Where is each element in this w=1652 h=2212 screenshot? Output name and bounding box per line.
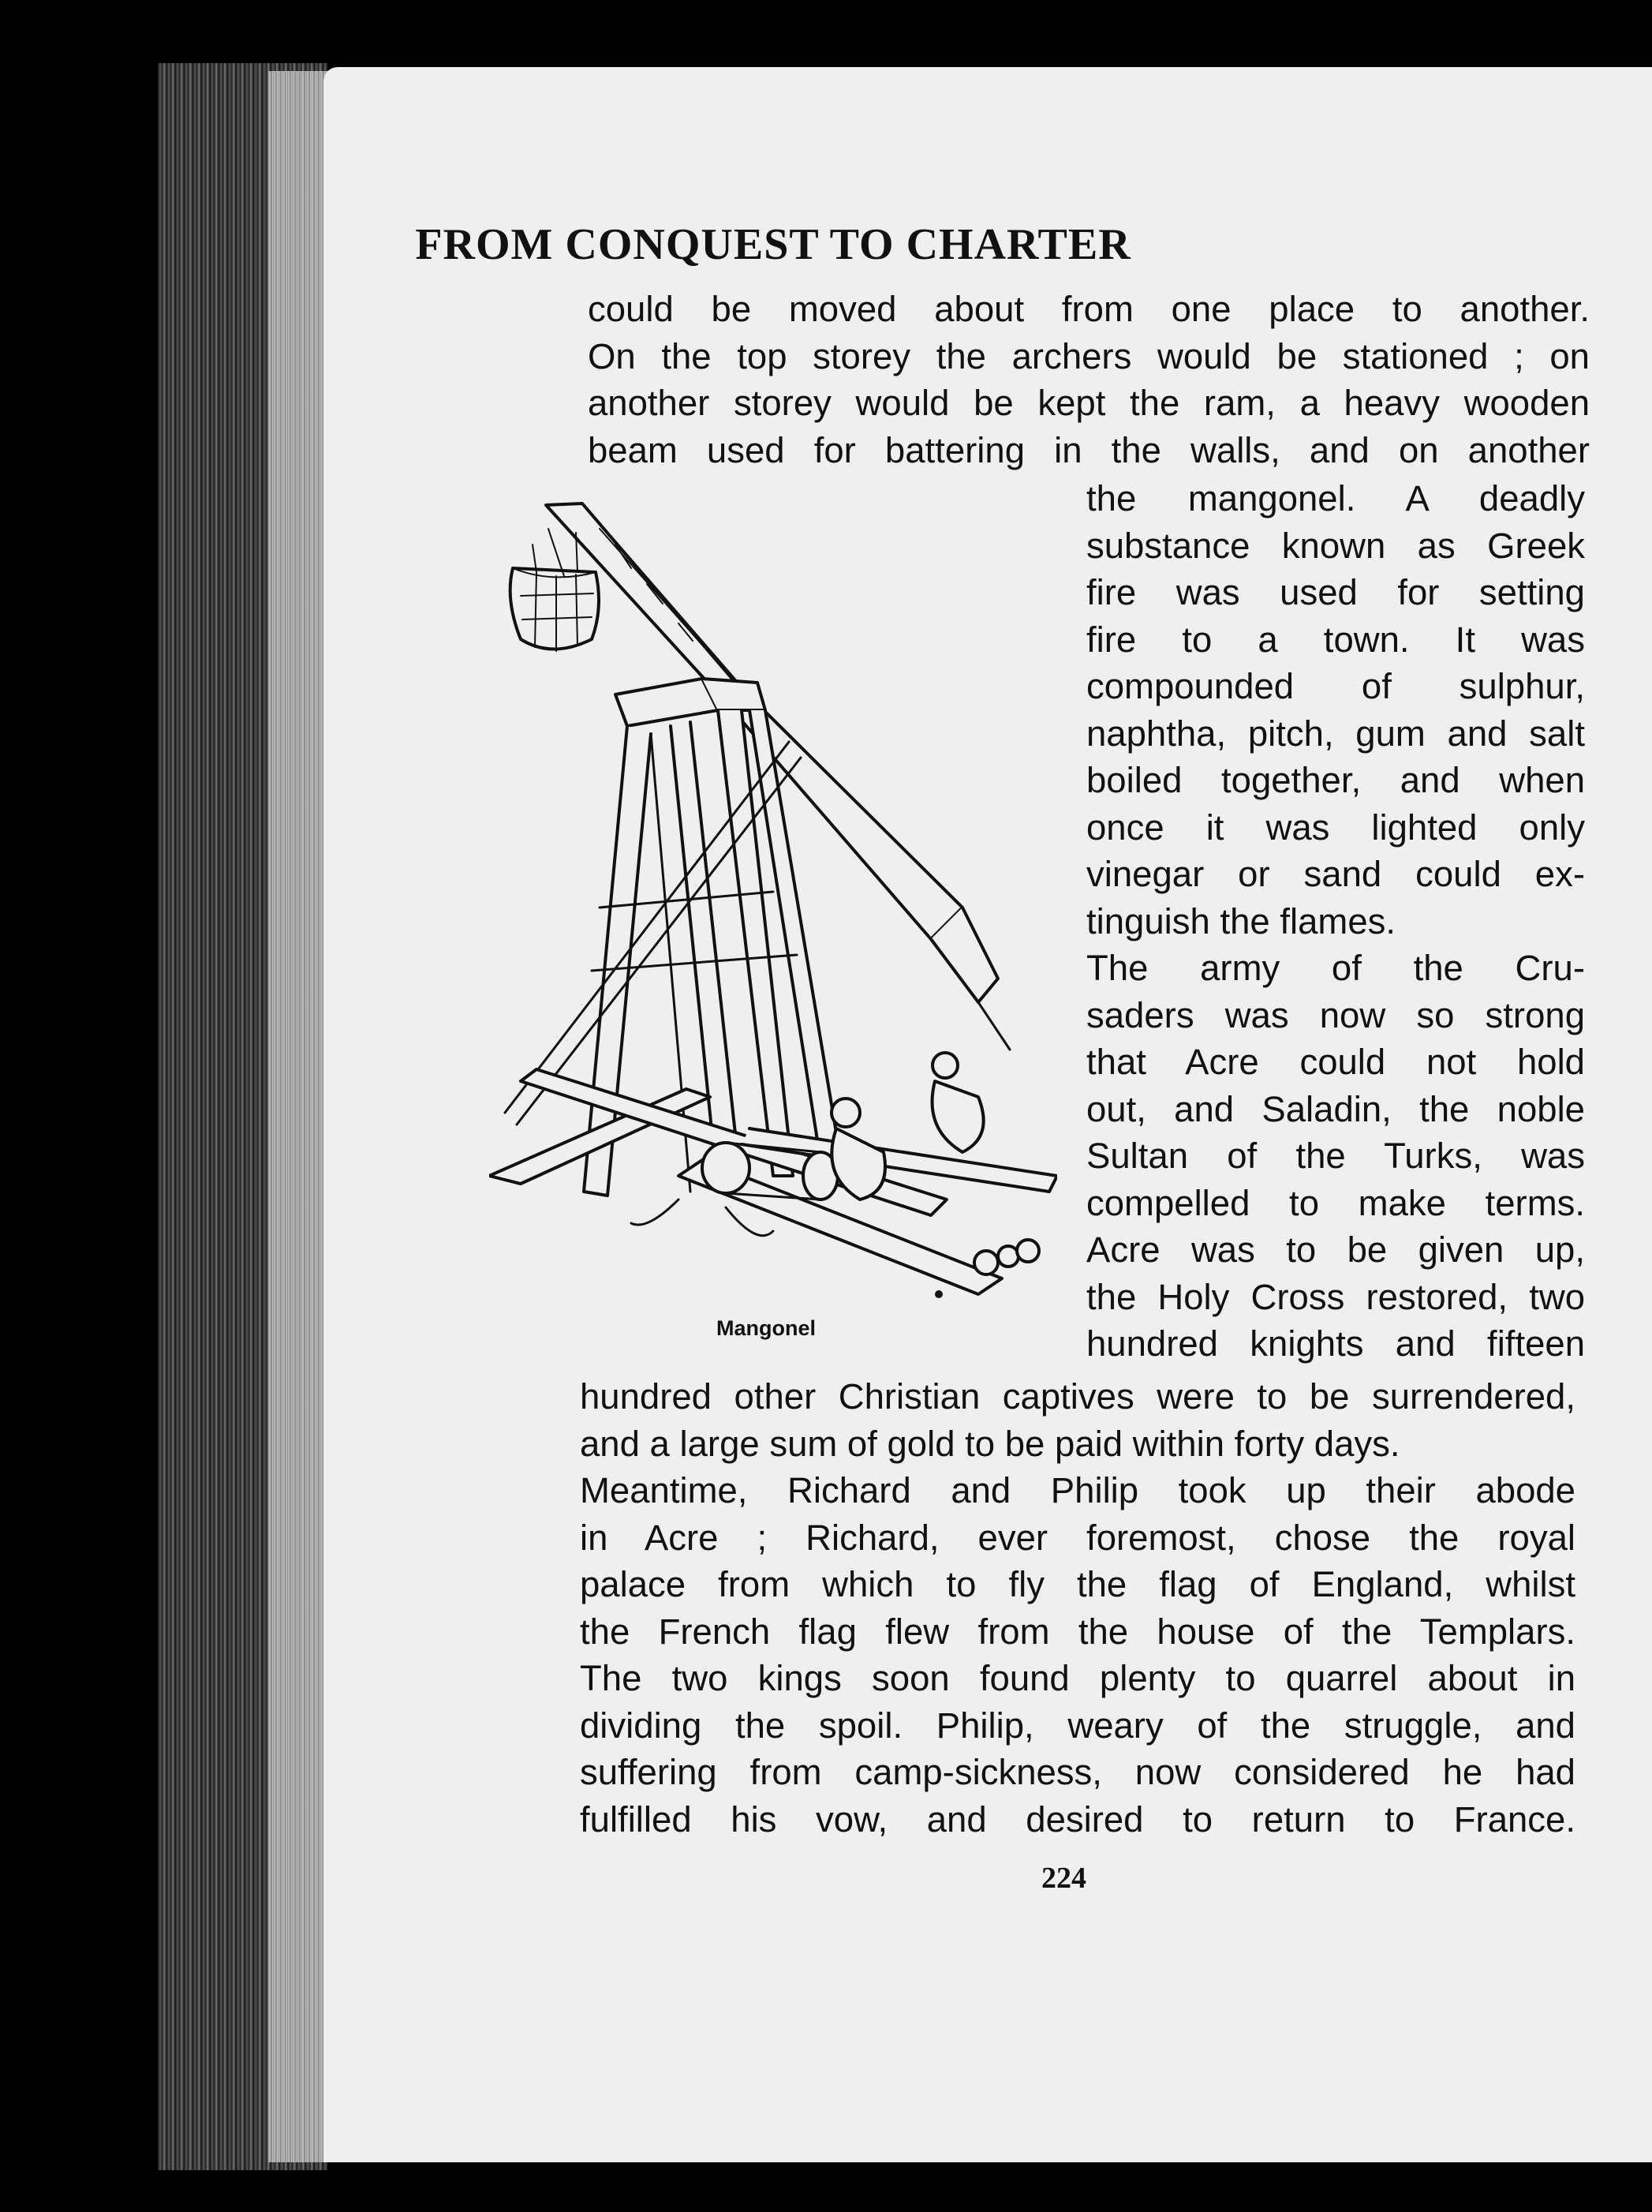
mangonel-illustration (489, 497, 1057, 1318)
page-number: 224 (1041, 1862, 1086, 1895)
text-line: The army of the Cru- (1086, 948, 1585, 988)
text-line: another storey would be kept the ram, a heavy wooden (588, 383, 1590, 423)
running-head: FROM CONQUEST TO CHARTER (415, 220, 1131, 269)
text-line: On the top storey the archers would be stationed ; on (588, 335, 1590, 376)
text-line: out, and Saladin, the noble (1086, 1088, 1585, 1129)
text-line: the French flag flew from the house of the Templars. (580, 1611, 1575, 1652)
text-line: hundred knights and fifteen (1086, 1323, 1585, 1364)
top-paragraph (588, 286, 1590, 473)
text-line: the Holy Cross restored, two (1086, 1276, 1585, 1317)
text-line: hundred other Christian captives were to be surrendered, (580, 1376, 1575, 1417)
text-line: fire was used for setting (1086, 572, 1585, 612)
text-line: dividing the spoil. Philip, weary of the struggle, and (580, 1705, 1575, 1746)
text-line: substance known as Greek (1086, 525, 1585, 566)
text-line: vinegar or sand could ex- (1086, 854, 1585, 894)
bottom-paragraph (580, 1373, 1575, 1843)
text-line: compounded of sulphur, (1086, 666, 1585, 706)
text-line: saders was now so strong (1086, 994, 1585, 1035)
text-line: Acre was to be given up, (1086, 1230, 1585, 1270)
text-line: beam used for battering in the walls, and on another (588, 429, 1590, 470)
text-line: that Acre could not hold (1086, 1042, 1585, 1082)
text-line: and a large sum of gold to be paid within forty days. (580, 1423, 1400, 1464)
text-line: in Acre ; Richard, ever foremost, chose the royal (580, 1517, 1575, 1558)
book-page-edges-light (268, 71, 331, 2162)
text-line: could be moved about from one place to another. (588, 289, 1590, 329)
text-line: once it was lighted only (1086, 807, 1585, 848)
side-paragraph (1086, 475, 1585, 1368)
text-line: naphtha, pitch, gum and salt (1086, 713, 1585, 754)
text-line: palace from which to fly the flag of England, whilst (580, 1564, 1575, 1604)
text-line: suffering from camp-sickness, now considered he had (580, 1752, 1575, 1792)
text-line: tinguish the flames. (1086, 900, 1396, 941)
text-line: compelled to make terms. (1086, 1182, 1585, 1223)
text-line: the mangonel. A deadly (1086, 478, 1585, 518)
text-line: Sultan of the Turks, was (1086, 1136, 1585, 1176)
text-line: The two kings soon found plenty to quarrel about in (580, 1658, 1575, 1698)
text-line: boiled together, and when (1086, 760, 1585, 800)
text-line: fire to a town. It was (1086, 619, 1585, 660)
figure-caption: Mangonel (716, 1316, 816, 1340)
text-line: Meantime, Richard and Philip took up their abode (580, 1470, 1575, 1510)
text-line: fulfilled his vow, and desired to return to France. (580, 1798, 1575, 1840)
